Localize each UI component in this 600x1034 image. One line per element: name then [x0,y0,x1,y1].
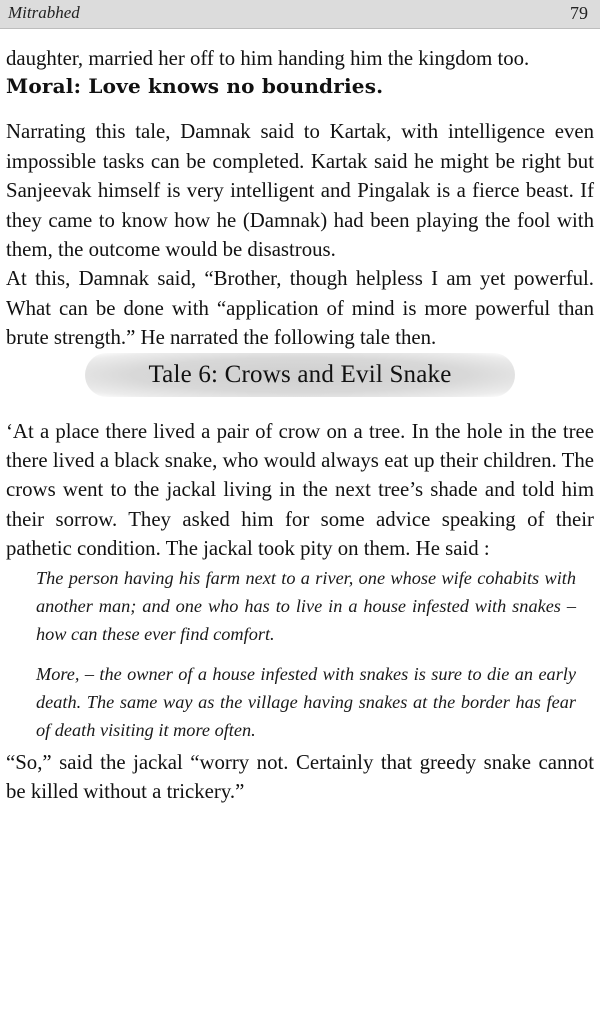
intro-paragraph: daughter, married her off to him handing him the kingdom too. [6,47,530,70]
closing-paragraph: “So,” said the jackal “worry not. Certainly that greedy snake cannot be killed without a trickery.” [6,750,594,804]
page-body [6,44,594,807]
page-number: 79 [570,3,588,23]
story-paragraph: ‘At a place there lived a pair of crow on a tree. In the hole in the tree there lived a black snake, who would always eat up their children. The crows went to the jackal living in the next tree’s shade and told him their sorrow. They asked him for some advice speaking of their pathetic condition. The jackal took pity on them. He said : [6,419,594,561]
narration-paragraph: Narrating this tale, Damnak said to Kartak, with intelligence even impossible tasks can be completed. Kartak said he might be right but Sanjeevak himself is very intelligent and Pingalak is a fierce beast. If they came to know how he (Damnak) had been playing the fool with them, the outcome would be disastrous. [6,120,594,262]
tale-title: Tale 6: Crows and Evil Snake [148,360,452,388]
damnak-reply-paragraph: At this, Damnak said, “Brother, though helpless I am yet powerful. What can be done with “application of mind is more powerful than brute strength.” He narrated the following tale then. [6,267,594,350]
tale-title-banner [85,353,515,397]
moral-heading: Moral: Love knows no boundries. [6,74,384,99]
running-header [0,0,600,29]
quote-verse-2: More, – the owner of a house infested with snakes is sure to die an early death. The same way as the village having snakes at the border has fear of death visiting it more often. [36,663,576,740]
quote-verse-1: The person having his farm next to a river, one whose wife cohabits with another man; and one who has to live in a house infested with snakes – how can these ever find comfort. [36,567,576,644]
book-title: Mitrabhed [8,3,80,22]
